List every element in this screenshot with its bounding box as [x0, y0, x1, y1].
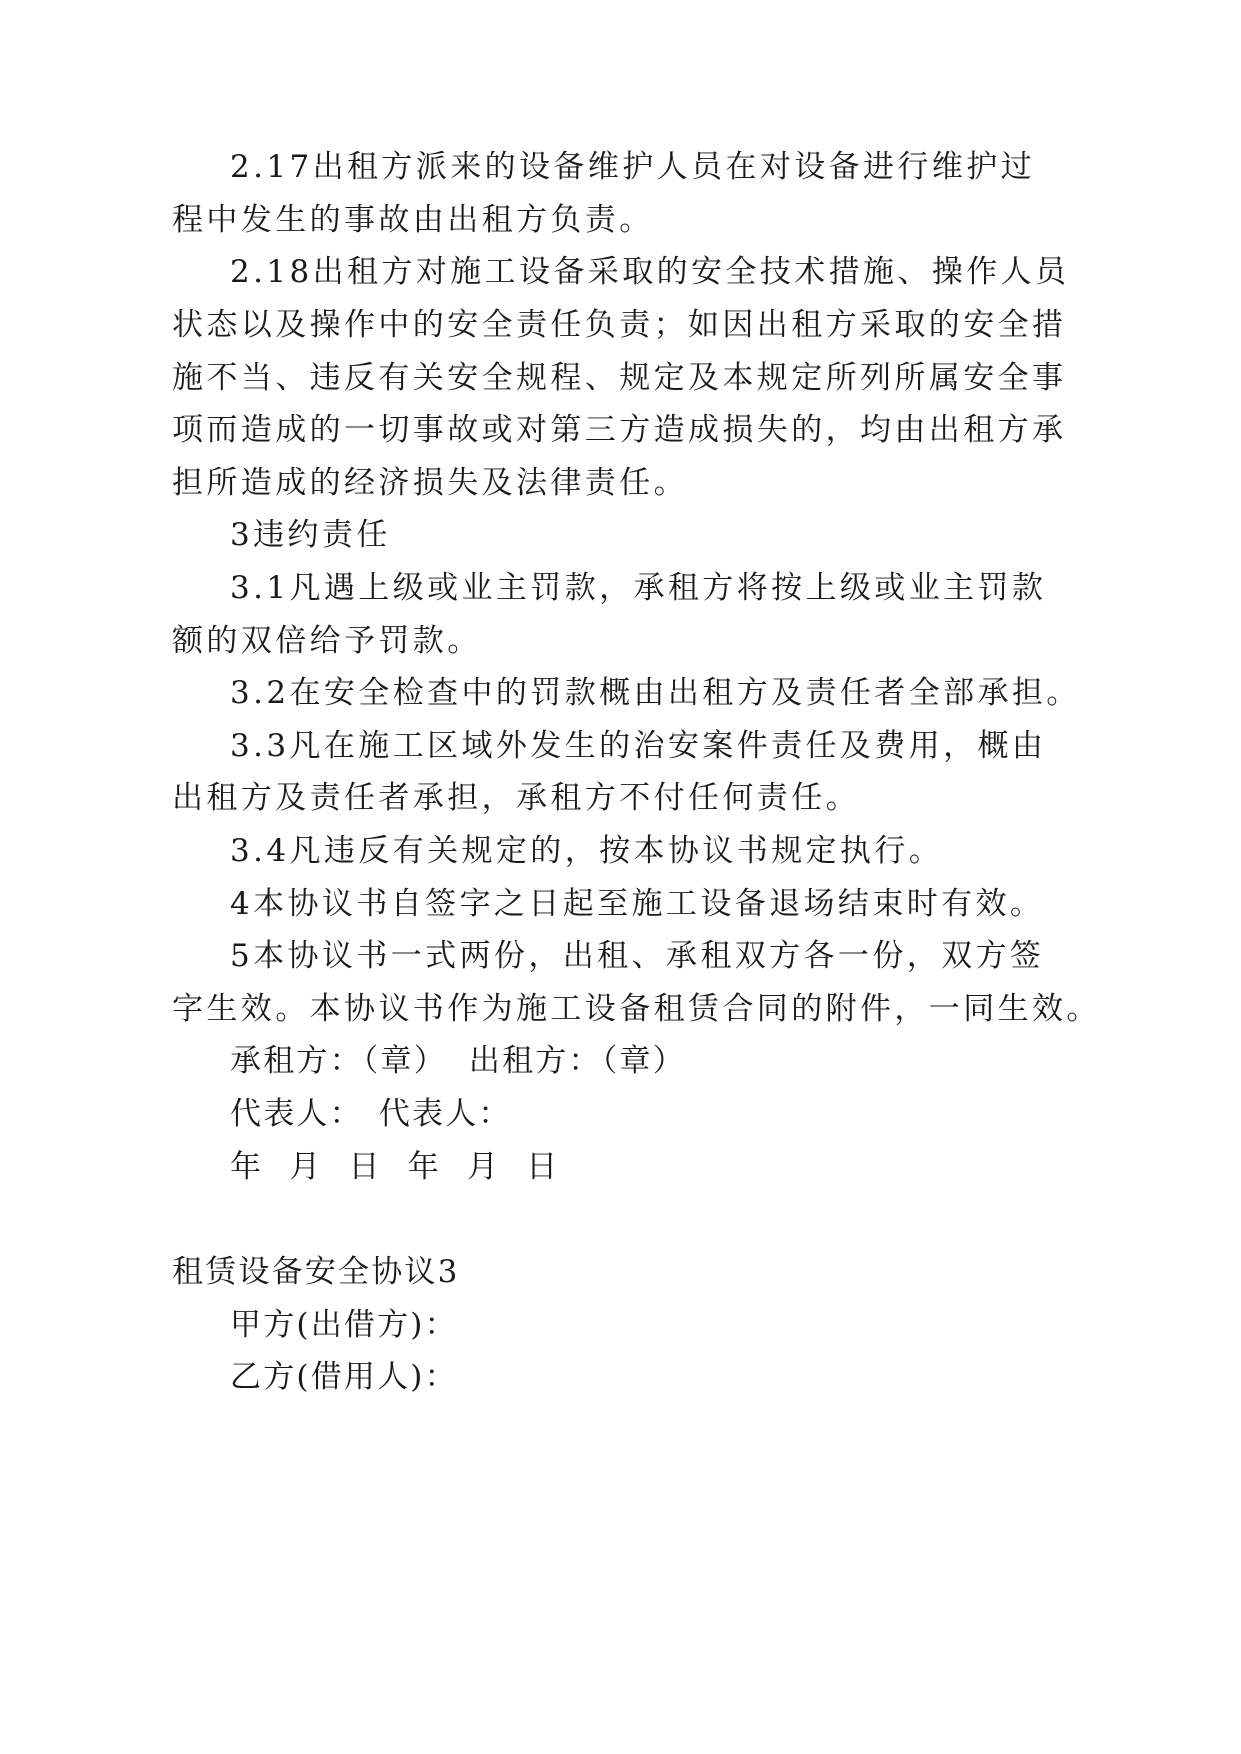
paragraph-line: 出租方及责任者承担，承租方不付任何责任。: [172, 780, 860, 816]
paragraph-line: 额的双倍给予罚款。: [172, 623, 482, 659]
signature-date-row: [230, 1147, 560, 1187]
lessor-date-label: 年 月 日: [407, 1149, 560, 1185]
lessee-date-label: 年 月 日: [230, 1149, 382, 1185]
lessee-representative-label: 代表人：: [230, 1096, 363, 1132]
signature-parties-row: [230, 1041, 686, 1081]
paragraph-line: 施不当、违反有关安全规程、规定及本规定所列所属安全事: [172, 360, 1067, 396]
paragraph-line: 3.1凡遇上级或业主罚款，承租方将按上级或业主罚款: [230, 570, 1047, 606]
party-b-label: 乙方(借用人)：: [230, 1359, 458, 1395]
paragraph-line: 3.3凡在施工区域外发生的治安案件责任及费用，概由: [230, 728, 1047, 764]
paragraph-line: 担所造成的经济损失及法律责任。: [172, 465, 688, 501]
paragraph-line: 项而造成的一切事故或对第三方造成损失的，均由出租方承: [172, 412, 1067, 448]
paragraph-line: 3.2在安全检查中的罚款概由出租方及责任者全部承担。: [230, 675, 1081, 711]
paragraph-line: 4本协议书自签字之日起至施工设备退场结束时有效。: [230, 886, 1045, 922]
paragraph-line: 3.4凡违反有关规定的，按本协议书规定执行。: [230, 833, 944, 869]
signature-representative-row: [230, 1094, 512, 1134]
section-title: 租赁设备安全协议3: [172, 1254, 460, 1290]
section-heading: 3违约责任: [230, 517, 391, 553]
paragraph-line: 字生效。本协议书作为施工设备租赁合同的附件，一同生效。: [172, 991, 1101, 1027]
lessor-seal-label: 出租方：（章）: [468, 1043, 686, 1079]
paragraph-line: 2.18出租方对施工设备采取的安全技术措施、操作人员: [230, 254, 1070, 290]
lessee-seal-label: 承租方：（章）: [230, 1043, 447, 1079]
lessor-representative-label: 代表人：: [378, 1096, 512, 1132]
party-a-label: 甲方(出借方)：: [230, 1307, 458, 1343]
paragraph-line: 2.17出租方派来的设备维护人员在对设备进行维护过: [230, 149, 1036, 185]
paragraph-line: 程中发生的事故由出租方负责。: [172, 202, 654, 238]
paragraph-line: 状态以及操作中的安全责任负责；如因出租方采取的安全措: [172, 307, 1067, 343]
paragraph-line: 5本协议书一式两份，出租、承租双方各一份，双方签: [230, 938, 1045, 974]
